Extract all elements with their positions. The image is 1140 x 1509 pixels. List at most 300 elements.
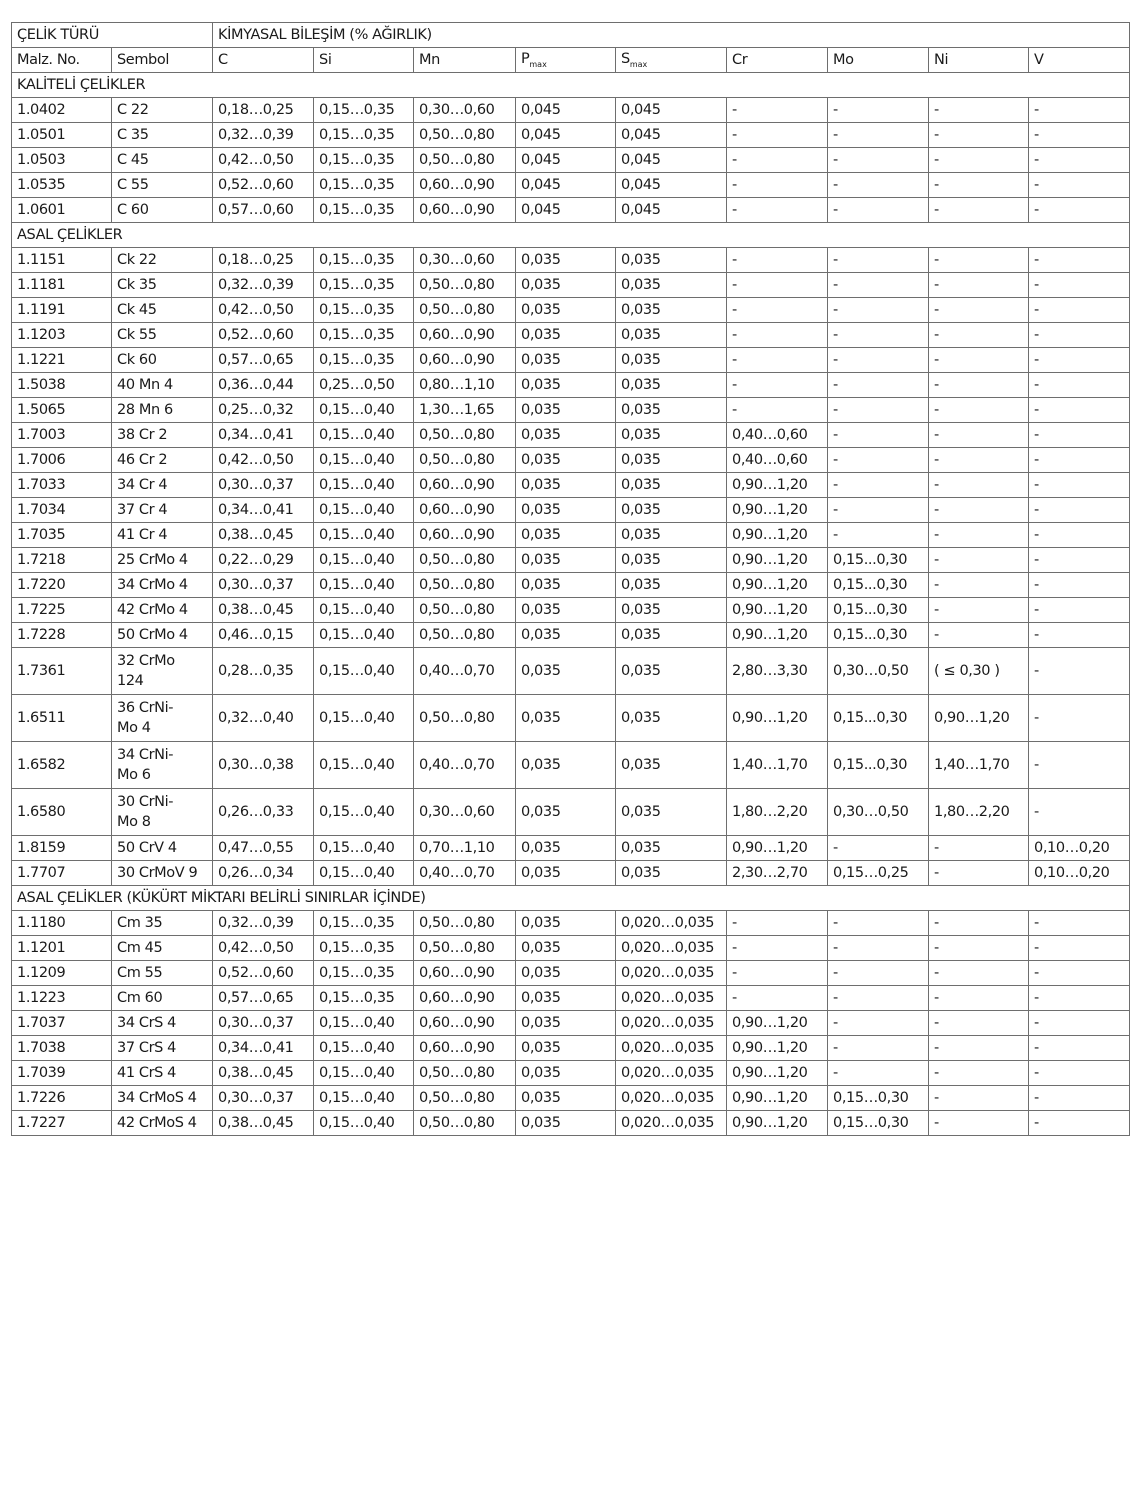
cell-silicon: 0,15…0,40 xyxy=(314,1111,414,1136)
cell-symbol: Cm 35 xyxy=(112,911,213,936)
cell-manganese: 0,60…0,90 xyxy=(414,173,516,198)
cell-sulfur-max: 0,035 xyxy=(616,273,727,298)
cell-phosphorus-max: 0,035 xyxy=(516,742,616,789)
cell-silicon: 0,15…0,40 xyxy=(314,742,414,789)
cell-molybdenum: - xyxy=(828,986,929,1011)
cell-nickel: - xyxy=(929,936,1029,961)
cell-carbon: 0,22…0,29 xyxy=(213,548,314,573)
section-header-row xyxy=(12,223,1130,248)
cell-chromium: - xyxy=(727,373,828,398)
cell-symbol: 37 Cr 4 xyxy=(112,498,213,523)
cell-material-no: 1.6582 xyxy=(12,742,112,789)
symbol-line: 124 xyxy=(117,673,144,689)
cell-carbon: 0,38…0,45 xyxy=(213,1111,314,1136)
cell-phosphorus-max: 0,035 xyxy=(516,836,616,861)
cell-molybdenum: - xyxy=(828,273,929,298)
cell-chromium: 0,90…1,20 xyxy=(727,1011,828,1036)
cell-chromium: - xyxy=(727,398,828,423)
cell-silicon: 0,15…0,35 xyxy=(314,911,414,936)
header-group-row xyxy=(12,23,1130,48)
cell-material-no: 1.1180 xyxy=(12,911,112,936)
table-row xyxy=(12,548,1130,573)
column-header-manganese xyxy=(414,48,516,73)
cell-silicon: 0,15…0,40 xyxy=(314,836,414,861)
cell-molybdenum: - xyxy=(828,148,929,173)
cell-silicon: 0,15…0,35 xyxy=(314,148,414,173)
cell-vanadium: - xyxy=(1029,986,1130,1011)
cell-molybdenum: - xyxy=(828,911,929,936)
cell-phosphorus-max: 0,035 xyxy=(516,961,616,986)
cell-nickel: ( ≤ 0,30 ) xyxy=(929,648,1029,695)
cell-molybdenum: - xyxy=(828,98,929,123)
cell-nickel: - xyxy=(929,173,1029,198)
cell-manganese: 0,40…0,70 xyxy=(414,861,516,886)
cell-phosphorus-max: 0,035 xyxy=(516,1036,616,1061)
cell-silicon: 0,15…0,35 xyxy=(314,961,414,986)
column-header-subscript: max xyxy=(529,60,547,69)
cell-phosphorus-max: 0,035 xyxy=(516,548,616,573)
cell-symbol: 42 CrMo 4 xyxy=(112,598,213,623)
cell-nickel: - xyxy=(929,1086,1029,1111)
cell-carbon: 0,42…0,50 xyxy=(213,936,314,961)
cell-vanadium: - xyxy=(1029,789,1130,836)
column-header-label: S xyxy=(621,51,630,67)
cell-sulfur-max: 0,035 xyxy=(616,573,727,598)
table-row xyxy=(12,986,1130,1011)
table-row xyxy=(12,473,1130,498)
cell-chromium: - xyxy=(727,986,828,1011)
cell-manganese: 0,80…1,10 xyxy=(414,373,516,398)
cell-vanadium: - xyxy=(1029,373,1130,398)
cell-sulfur-max: 0,020…0,035 xyxy=(616,1036,727,1061)
cell-manganese: 0,60…0,90 xyxy=(414,961,516,986)
cell-manganese: 0,50…0,80 xyxy=(414,623,516,648)
cell-manganese: 0,50…0,80 xyxy=(414,448,516,473)
column-header-chromium xyxy=(727,48,828,73)
section-title: ASAL ÇELİKLER xyxy=(12,223,1130,248)
cell-vanadium: - xyxy=(1029,323,1130,348)
cell-phosphorus-max: 0,035 xyxy=(516,1086,616,1111)
cell-material-no: 1.7225 xyxy=(12,598,112,623)
cell-manganese: 0,50…0,80 xyxy=(414,1086,516,1111)
cell-symbol: C 45 xyxy=(112,148,213,173)
table-row xyxy=(12,348,1130,373)
cell-manganese: 0,40…0,70 xyxy=(414,742,516,789)
cell-nickel: - xyxy=(929,473,1029,498)
cell-nickel: - xyxy=(929,1061,1029,1086)
cell-chromium: 1,80…2,20 xyxy=(727,789,828,836)
cell-sulfur-max: 0,035 xyxy=(616,789,727,836)
cell-manganese: 1,30…1,65 xyxy=(414,398,516,423)
cell-phosphorus-max: 0,035 xyxy=(516,695,616,742)
cell-symbol: 50 CrV 4 xyxy=(112,836,213,861)
table-row xyxy=(12,248,1130,273)
cell-molybdenum: - xyxy=(828,1061,929,1086)
cell-silicon: 0,15…0,40 xyxy=(314,398,414,423)
cell-carbon: 0,38…0,45 xyxy=(213,598,314,623)
cell-chromium: - xyxy=(727,123,828,148)
cell-molybdenum: - xyxy=(828,398,929,423)
cell-phosphorus-max: 0,035 xyxy=(516,373,616,398)
cell-molybdenum: - xyxy=(828,473,929,498)
cell-manganese: 0,50…0,80 xyxy=(414,148,516,173)
cell-vanadium: - xyxy=(1029,598,1130,623)
table-row xyxy=(12,598,1130,623)
cell-sulfur-max: 0,035 xyxy=(616,448,727,473)
cell-material-no: 1.1209 xyxy=(12,961,112,986)
cell-silicon: 0,15…0,40 xyxy=(314,473,414,498)
cell-molybdenum: - xyxy=(828,936,929,961)
cell-carbon: 0,32…0,39 xyxy=(213,273,314,298)
cell-carbon: 0,25…0,32 xyxy=(213,398,314,423)
cell-chromium: 0,90…1,20 xyxy=(727,598,828,623)
column-header-label: V xyxy=(1034,52,1044,68)
cell-chromium: 0,90…1,20 xyxy=(727,836,828,861)
cell-molybdenum: 0,30…0,50 xyxy=(828,648,929,695)
cell-material-no: 1.1191 xyxy=(12,298,112,323)
cell-chromium: 0,90…1,20 xyxy=(727,498,828,523)
column-header-carbon xyxy=(213,48,314,73)
cell-chromium: 0,90…1,20 xyxy=(727,548,828,573)
cell-carbon: 0,32…0,39 xyxy=(213,911,314,936)
column-header-label: Mn xyxy=(419,52,440,68)
column-header-label: Si xyxy=(319,52,332,68)
cell-chromium: - xyxy=(727,173,828,198)
cell-molybdenum: 0,15...0,30 xyxy=(828,598,929,623)
cell-manganese: 0,60…0,90 xyxy=(414,1036,516,1061)
cell-vanadium: - xyxy=(1029,1086,1130,1111)
cell-vanadium: - xyxy=(1029,348,1130,373)
table-row xyxy=(12,861,1130,886)
cell-material-no: 1.1203 xyxy=(12,323,112,348)
cell-symbol: 34 CrMoS 4 xyxy=(112,1086,213,1111)
cell-silicon: 0,15…0,35 xyxy=(314,123,414,148)
cell-chromium: - xyxy=(727,323,828,348)
cell-silicon: 0,15…0,35 xyxy=(314,198,414,223)
table-row xyxy=(12,742,1130,789)
cell-molybdenum: 0,15…0,25 xyxy=(828,861,929,886)
cell-phosphorus-max: 0,045 xyxy=(516,123,616,148)
column-header-label: Malz. No. xyxy=(17,52,80,68)
cell-material-no: 1.1181 xyxy=(12,273,112,298)
table-row xyxy=(12,498,1130,523)
cell-nickel: - xyxy=(929,573,1029,598)
cell-phosphorus-max: 0,035 xyxy=(516,598,616,623)
cell-symbol: 40 Mn 4 xyxy=(112,373,213,398)
cell-chromium: - xyxy=(727,273,828,298)
cell-symbol: 37 CrS 4 xyxy=(112,1036,213,1061)
cell-sulfur-max: 0,045 xyxy=(616,148,727,173)
cell-molybdenum: 0,15...0,30 xyxy=(828,623,929,648)
section-header-row xyxy=(12,73,1130,98)
cell-chromium: 0,90…1,20 xyxy=(727,1061,828,1086)
cell-sulfur-max: 0,045 xyxy=(616,123,727,148)
cell-vanadium: - xyxy=(1029,936,1130,961)
cell-chromium: 1,40…1,70 xyxy=(727,742,828,789)
symbol-line: 36 CrNi- xyxy=(117,699,174,716)
cell-phosphorus-max: 0,035 xyxy=(516,473,616,498)
cell-manganese: 0,60…0,90 xyxy=(414,198,516,223)
cell-silicon: 0,15…0,40 xyxy=(314,1036,414,1061)
cell-material-no: 1.0503 xyxy=(12,148,112,173)
cell-nickel: - xyxy=(929,298,1029,323)
column-header-silicon xyxy=(314,48,414,73)
cell-nickel: - xyxy=(929,423,1029,448)
cell-silicon: 0,15…0,35 xyxy=(314,323,414,348)
cell-sulfur-max: 0,020…0,035 xyxy=(616,1086,727,1111)
cell-symbol: 30 CrMoV 9 xyxy=(112,861,213,886)
cell-nickel: 1,40…1,70 xyxy=(929,742,1029,789)
cell-silicon: 0,15…0,35 xyxy=(314,248,414,273)
cell-chromium: 0,90…1,20 xyxy=(727,573,828,598)
cell-molybdenum: - xyxy=(828,173,929,198)
cell-symbol: Ck 35 xyxy=(112,273,213,298)
cell-symbol: C 22 xyxy=(112,98,213,123)
cell-silicon: 0,15…0,40 xyxy=(314,1086,414,1111)
cell-phosphorus-max: 0,035 xyxy=(516,936,616,961)
cell-sulfur-max: 0,035 xyxy=(616,298,727,323)
cell-phosphorus-max: 0,045 xyxy=(516,98,616,123)
cell-carbon: 0,30…0,37 xyxy=(213,473,314,498)
cell-carbon: 0,47…0,55 xyxy=(213,836,314,861)
cell-material-no: 1.7039 xyxy=(12,1061,112,1086)
cell-manganese: 0,30…0,60 xyxy=(414,98,516,123)
table-row xyxy=(12,961,1130,986)
cell-manganese: 0,60…0,90 xyxy=(414,1011,516,1036)
cell-material-no: 1.7033 xyxy=(12,473,112,498)
cell-vanadium: - xyxy=(1029,573,1130,598)
cell-chromium: 2,80…3,30 xyxy=(727,648,828,695)
cell-phosphorus-max: 0,045 xyxy=(516,148,616,173)
cell-carbon: 0,36…0,44 xyxy=(213,373,314,398)
column-header-vanadium xyxy=(1029,48,1130,73)
cell-carbon: 0,46…0,15 xyxy=(213,623,314,648)
cell-manganese: 0,50…0,80 xyxy=(414,1061,516,1086)
cell-silicon: 0,15…0,40 xyxy=(314,548,414,573)
section-header-row xyxy=(12,886,1130,911)
cell-material-no: 1.5038 xyxy=(12,373,112,398)
cell-symbol xyxy=(112,789,213,836)
cell-sulfur-max: 0,035 xyxy=(616,473,727,498)
cell-sulfur-max: 0,020…0,035 xyxy=(616,911,727,936)
table-row xyxy=(12,1061,1130,1086)
cell-nickel: - xyxy=(929,523,1029,548)
column-header-label: Ni xyxy=(934,52,949,68)
cell-silicon: 0,15…0,40 xyxy=(314,523,414,548)
table-row xyxy=(12,836,1130,861)
cell-material-no: 1.8159 xyxy=(12,836,112,861)
cell-sulfur-max: 0,020…0,035 xyxy=(616,961,727,986)
table-row xyxy=(12,523,1130,548)
column-header-subscript: max xyxy=(629,60,648,69)
cell-symbol: Ck 55 xyxy=(112,323,213,348)
cell-molybdenum: - xyxy=(828,323,929,348)
column-header-symbol xyxy=(112,48,213,73)
column-header-molybdenum xyxy=(828,48,929,73)
cell-silicon: 0,15…0,40 xyxy=(314,448,414,473)
table-row xyxy=(12,789,1130,836)
cell-chromium: 0,90…1,20 xyxy=(727,523,828,548)
table-row xyxy=(12,1011,1130,1036)
cell-sulfur-max: 0,045 xyxy=(616,98,727,123)
cell-phosphorus-max: 0,045 xyxy=(516,198,616,223)
cell-molybdenum: - xyxy=(828,836,929,861)
cell-symbol: 46 Cr 2 xyxy=(112,448,213,473)
cell-molybdenum: - xyxy=(828,498,929,523)
column-header-material-no xyxy=(12,48,112,73)
cell-phosphorus-max: 0,035 xyxy=(516,348,616,373)
cell-vanadium: - xyxy=(1029,498,1130,523)
cell-vanadium: - xyxy=(1029,298,1130,323)
cell-chromium: - xyxy=(727,348,828,373)
cell-material-no: 1.1151 xyxy=(12,248,112,273)
cell-molybdenum: 0,15...0,30 xyxy=(828,695,929,742)
table-row xyxy=(12,148,1130,173)
cell-silicon: 0,15…0,35 xyxy=(314,98,414,123)
cell-nickel: - xyxy=(929,861,1029,886)
cell-manganese: 0,50…0,80 xyxy=(414,1111,516,1136)
cell-carbon: 0,26…0,33 xyxy=(213,789,314,836)
cell-molybdenum: - xyxy=(828,961,929,986)
cell-carbon: 0,18…0,25 xyxy=(213,248,314,273)
symbol-line: Mo 4 xyxy=(117,720,151,736)
column-header-label: Sembol xyxy=(117,52,169,68)
table-row xyxy=(12,648,1130,695)
cell-nickel: 1,80…2,20 xyxy=(929,789,1029,836)
cell-nickel: - xyxy=(929,248,1029,273)
cell-manganese: 0,60…0,90 xyxy=(414,498,516,523)
cell-symbol: Ck 22 xyxy=(112,248,213,273)
cell-carbon: 0,38…0,45 xyxy=(213,1061,314,1086)
table-row xyxy=(12,398,1130,423)
cell-silicon: 0,25…0,50 xyxy=(314,373,414,398)
cell-chromium: 0,40…0,60 xyxy=(727,448,828,473)
cell-material-no: 1.0402 xyxy=(12,98,112,123)
cell-vanadium: - xyxy=(1029,273,1130,298)
cell-nickel: - xyxy=(929,98,1029,123)
cell-molybdenum: 0,15...0,30 xyxy=(828,742,929,789)
cell-vanadium: 0,10…0,20 xyxy=(1029,861,1130,886)
cell-vanadium: - xyxy=(1029,1036,1130,1061)
cell-chromium: - xyxy=(727,911,828,936)
cell-carbon: 0,52…0,60 xyxy=(213,173,314,198)
cell-carbon: 0,32…0,39 xyxy=(213,123,314,148)
cell-nickel: - xyxy=(929,323,1029,348)
cell-carbon: 0,52…0,60 xyxy=(213,961,314,986)
column-header-label: P xyxy=(521,51,530,67)
cell-manganese: 0,40…0,70 xyxy=(414,648,516,695)
cell-sulfur-max: 0,035 xyxy=(616,323,727,348)
cell-vanadium: - xyxy=(1029,695,1130,742)
table-row xyxy=(12,173,1130,198)
cell-vanadium: - xyxy=(1029,648,1130,695)
cell-carbon: 0,30…0,37 xyxy=(213,573,314,598)
cell-vanadium: - xyxy=(1029,248,1130,273)
column-header-label: C xyxy=(218,52,228,68)
cell-symbol xyxy=(112,648,213,695)
cell-material-no: 1.7220 xyxy=(12,573,112,598)
table-row xyxy=(12,448,1130,473)
cell-material-no: 1.6580 xyxy=(12,789,112,836)
cell-vanadium: - xyxy=(1029,98,1130,123)
cell-vanadium: - xyxy=(1029,742,1130,789)
cell-phosphorus-max: 0,035 xyxy=(516,423,616,448)
cell-vanadium: - xyxy=(1029,1111,1130,1136)
cell-nickel: - xyxy=(929,598,1029,623)
cell-sulfur-max: 0,035 xyxy=(616,248,727,273)
cell-material-no: 1.1223 xyxy=(12,986,112,1011)
cell-sulfur-max: 0,035 xyxy=(616,836,727,861)
cell-vanadium: - xyxy=(1029,1061,1130,1086)
column-header-nickel xyxy=(929,48,1029,73)
cell-molybdenum: 0,15…0,30 xyxy=(828,1111,929,1136)
cell-phosphorus-max: 0,045 xyxy=(516,173,616,198)
table-row xyxy=(12,695,1130,742)
cell-material-no: 1.7361 xyxy=(12,648,112,695)
header-steel-type: ÇELİK TÜRÜ xyxy=(12,23,213,48)
table-body xyxy=(12,23,1130,1136)
cell-sulfur-max: 0,035 xyxy=(616,348,727,373)
cell-sulfur-max: 0,035 xyxy=(616,623,727,648)
cell-silicon: 0,15…0,35 xyxy=(314,273,414,298)
cell-chromium: - xyxy=(727,98,828,123)
cell-phosphorus-max: 0,035 xyxy=(516,398,616,423)
cell-phosphorus-max: 0,035 xyxy=(516,986,616,1011)
cell-symbol: Cm 45 xyxy=(112,936,213,961)
cell-carbon: 0,30…0,37 xyxy=(213,1086,314,1111)
cell-nickel: - xyxy=(929,373,1029,398)
cell-nickel: - xyxy=(929,548,1029,573)
cell-vanadium: - xyxy=(1029,961,1130,986)
cell-sulfur-max: 0,045 xyxy=(616,173,727,198)
cell-vanadium: - xyxy=(1029,173,1130,198)
column-header-row xyxy=(12,48,1130,73)
cell-carbon: 0,57…0,60 xyxy=(213,198,314,223)
cell-nickel: - xyxy=(929,1036,1029,1061)
table-row xyxy=(12,573,1130,598)
cell-manganese: 0,50…0,80 xyxy=(414,573,516,598)
cell-carbon: 0,26…0,34 xyxy=(213,861,314,886)
cell-material-no: 1.7707 xyxy=(12,861,112,886)
cell-silicon: 0,15…0,40 xyxy=(314,648,414,695)
symbol-line: 32 CrMo xyxy=(117,652,175,669)
cell-chromium: 0,90…1,20 xyxy=(727,1111,828,1136)
cell-sulfur-max: 0,035 xyxy=(616,398,727,423)
cell-sulfur-max: 0,020…0,035 xyxy=(616,986,727,1011)
cell-vanadium: - xyxy=(1029,623,1130,648)
cell-vanadium: - xyxy=(1029,198,1130,223)
table-row xyxy=(12,423,1130,448)
cell-vanadium: - xyxy=(1029,423,1130,448)
cell-nickel: - xyxy=(929,448,1029,473)
cell-carbon: 0,57…0,65 xyxy=(213,986,314,1011)
cell-material-no: 1.7228 xyxy=(12,623,112,648)
cell-manganese: 0,50…0,80 xyxy=(414,123,516,148)
cell-sulfur-max: 0,035 xyxy=(616,742,727,789)
cell-molybdenum: 0,15...0,30 xyxy=(828,573,929,598)
cell-nickel: - xyxy=(929,836,1029,861)
cell-chromium: 2,30…2,70 xyxy=(727,861,828,886)
cell-chromium: 0,40…0,60 xyxy=(727,423,828,448)
cell-material-no: 1.7218 xyxy=(12,548,112,573)
cell-carbon: 0,42…0,50 xyxy=(213,298,314,323)
column-header-phosphorus-max xyxy=(516,48,616,73)
cell-phosphorus-max: 0,035 xyxy=(516,448,616,473)
cell-silicon: 0,15…0,40 xyxy=(314,861,414,886)
cell-material-no: 1.1201 xyxy=(12,936,112,961)
table-row xyxy=(12,1111,1130,1136)
cell-manganese: 0,60…0,90 xyxy=(414,523,516,548)
